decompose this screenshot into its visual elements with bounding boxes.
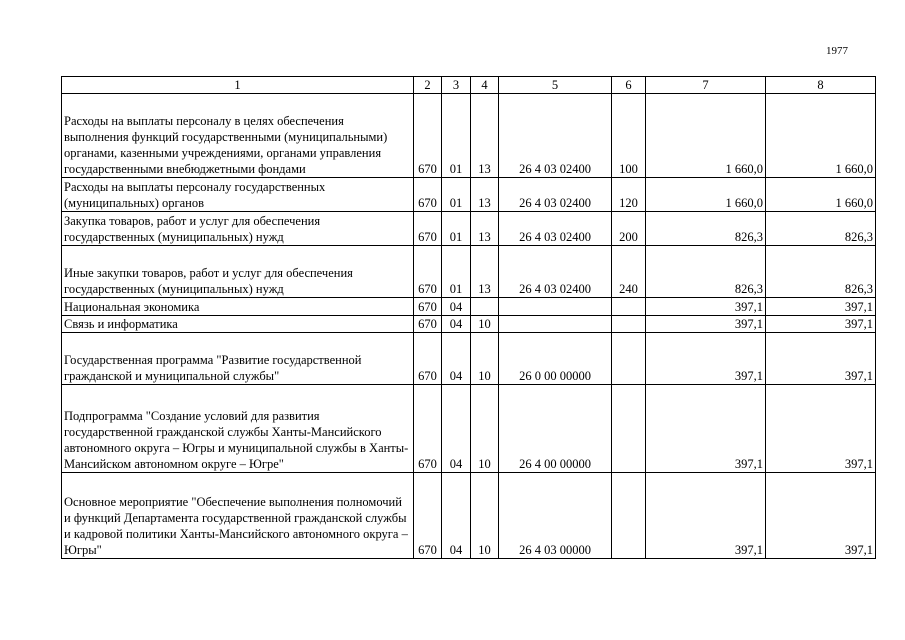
budget-table [61,76,876,559]
amount-cell: 826,3 [766,212,876,246]
expense-type-cell [612,385,646,473]
expense-type-cell: 120 [612,178,646,212]
column-header: 3 [442,77,471,94]
target-article-cell: 26 4 00 00000 [499,385,612,473]
row-name-cell: Национальная экономика [62,298,414,316]
section-cell: 04 [442,473,471,559]
code-cell: 670 [414,246,442,298]
amount-cell: 1 660,0 [766,94,876,178]
table-row [62,178,876,212]
expense-type-cell: 240 [612,246,646,298]
row-name-cell: Основное мероприятие "Обеспечение выполнения полномочий и функций Департамента государственной гражданской службы и кадровой политики Ханты-Мансийского автономного округа – Югры" [62,473,414,559]
amount-cell: 397,1 [646,316,766,333]
amount-cell: 826,3 [766,246,876,298]
row-name-cell: Иные закупки товаров, работ и услуг для обеспечения государственных (муниципальных) нужд [62,246,414,298]
subsection-cell: 13 [471,246,499,298]
table-row [62,94,876,178]
code-cell: 670 [414,473,442,559]
table-row [62,212,876,246]
row-name-cell: Расходы на выплаты персоналу в целях обеспечения выполнения функций государственными (муниципальными) органами, казенными учреждениями, органами управления государственными внебюджетными фондами [62,94,414,178]
subsection-cell: 13 [471,212,499,246]
subsection-cell: 10 [471,385,499,473]
table-row [62,473,876,559]
column-header: 7 [646,77,766,94]
target-article-cell [499,298,612,316]
code-cell: 670 [414,333,442,385]
section-cell: 01 [442,212,471,246]
code-cell: 670 [414,178,442,212]
table-row [62,385,876,473]
code-cell: 670 [414,298,442,316]
column-header: 5 [499,77,612,94]
section-cell: 04 [442,298,471,316]
column-header: 1 [62,77,414,94]
section-cell: 01 [442,178,471,212]
column-header: 8 [766,77,876,94]
subsection-cell: 10 [471,473,499,559]
subsection-cell: 10 [471,316,499,333]
target-article-cell [499,316,612,333]
expense-type-cell: 200 [612,212,646,246]
amount-cell: 826,3 [646,212,766,246]
target-article-cell: 26 4 03 02400 [499,94,612,178]
amount-cell: 397,1 [646,298,766,316]
subsection-cell: 10 [471,333,499,385]
section-cell: 04 [442,333,471,385]
section-cell: 01 [442,246,471,298]
row-name-cell: Подпрограмма "Создание условий для развития государственной гражданской службы Ханты-Мансийского автономного округа – Югры и муниципальной службы в Ханты-Мансийском автономном округе – Югре" [62,385,414,473]
amount-cell: 397,1 [766,333,876,385]
amount-cell: 397,1 [766,473,876,559]
row-name-cell: Связь и информатика [62,316,414,333]
amount-cell: 1 660,0 [646,94,766,178]
table-row [62,333,876,385]
row-name-cell: Расходы на выплаты персоналу государственных (муниципальных) органов [62,178,414,212]
amount-cell: 826,3 [646,246,766,298]
column-header: 6 [612,77,646,94]
section-cell: 04 [442,385,471,473]
target-article-cell: 26 4 03 00000 [499,473,612,559]
amount-cell: 397,1 [646,473,766,559]
row-name-cell: Закупка товаров, работ и услуг для обеспечения государственных (муниципальных) нужд [62,212,414,246]
column-header: 2 [414,77,442,94]
expense-type-cell [612,298,646,316]
amount-cell: 397,1 [766,316,876,333]
target-article-cell: 26 4 03 02400 [499,178,612,212]
subsection-cell: 13 [471,178,499,212]
amount-cell: 1 660,0 [646,178,766,212]
page-number: 1977 [826,45,848,57]
target-article-cell: 26 4 03 02400 [499,246,612,298]
expense-type-cell [612,333,646,385]
target-article-cell: 26 4 03 02400 [499,212,612,246]
section-cell: 04 [442,316,471,333]
header-row [62,77,876,94]
code-cell: 670 [414,316,442,333]
amount-cell: 1 660,0 [766,178,876,212]
column-header: 4 [471,77,499,94]
amount-cell: 397,1 [766,298,876,316]
subsection-cell [471,298,499,316]
code-cell: 670 [414,212,442,246]
table-row [62,246,876,298]
code-cell: 670 [414,94,442,178]
expense-type-cell [612,316,646,333]
table-row [62,316,876,333]
code-cell: 670 [414,385,442,473]
subsection-cell: 13 [471,94,499,178]
table-row [62,298,876,316]
expense-type-cell [612,473,646,559]
row-name-cell: Государственная программа "Развитие государственной гражданской и муниципальной службы" [62,333,414,385]
amount-cell: 397,1 [646,385,766,473]
expense-type-cell: 100 [612,94,646,178]
amount-cell: 397,1 [766,385,876,473]
section-cell: 01 [442,94,471,178]
target-article-cell: 26 0 00 00000 [499,333,612,385]
amount-cell: 397,1 [646,333,766,385]
